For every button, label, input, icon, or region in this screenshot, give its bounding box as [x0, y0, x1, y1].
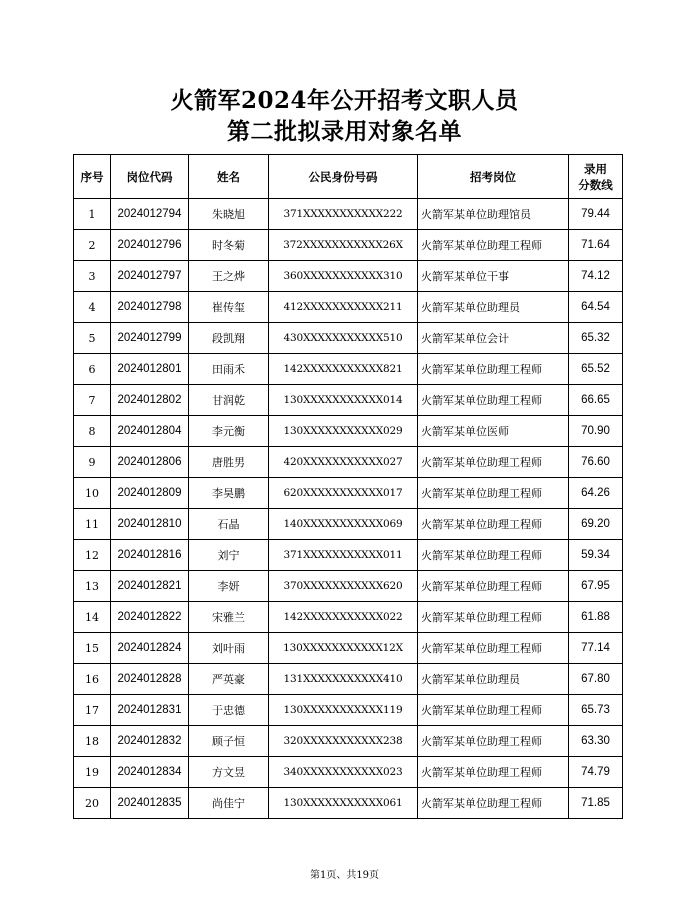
table-row: [74, 230, 623, 261]
header-score-line-2: 分数线: [578, 177, 613, 192]
cell-post: 火箭军某单位助理工程师: [418, 726, 569, 757]
cell-score: 65.32: [569, 323, 623, 354]
cell-seq: 13: [74, 571, 111, 602]
cell-name: 方文昱: [189, 757, 269, 788]
cell-score: 63.30: [569, 726, 623, 757]
cell-code: 2024012802: [111, 385, 189, 416]
cell-seq: 12: [74, 540, 111, 571]
cell-post: 火箭军某单位助理工程师: [418, 633, 569, 664]
page-footer: 第1页、共19页: [309, 870, 380, 881]
cell-post: 火箭军某单位医师: [418, 416, 569, 447]
cell-name: 段凯翔: [189, 323, 269, 354]
table-row: [74, 385, 623, 416]
table-row: [74, 788, 623, 819]
cell-score: 64.26: [569, 478, 623, 509]
cell-id: 130XXXXXXXXXXX061: [269, 788, 418, 819]
cell-score: 65.52: [569, 354, 623, 385]
header-id: 公民身份号码: [269, 155, 418, 199]
cell-code: 2024012821: [111, 571, 189, 602]
cell-seq: 15: [74, 633, 111, 664]
cell-name: 宋雅兰: [189, 602, 269, 633]
cell-post: 火箭军某单位助理工程师: [418, 385, 569, 416]
cell-code: 2024012794: [111, 199, 189, 230]
table-row: [74, 509, 623, 540]
cell-score: 76.60: [569, 447, 623, 478]
cell-post: 火箭军某单位助理员: [418, 664, 569, 695]
cell-code: 2024012822: [111, 602, 189, 633]
cell-name: 时冬菊: [189, 230, 269, 261]
cell-post: 火箭军某单位助理工程师: [418, 509, 569, 540]
table-header: [74, 155, 623, 199]
cell-name: 唐胜男: [189, 447, 269, 478]
cell-seq: 20: [74, 788, 111, 819]
cell-id: 370XXXXXXXXXXX620: [269, 571, 418, 602]
cell-id: 320XXXXXXXXXXX238: [269, 726, 418, 757]
cell-code: 2024012834: [111, 757, 189, 788]
cell-score: 59.34: [569, 540, 623, 571]
cell-id: 420XXXXXXXXXXX027: [269, 447, 418, 478]
cell-code: 2024012798: [111, 292, 189, 323]
cell-name: 尚佳宁: [189, 788, 269, 819]
cell-post: 火箭军某单位助理员: [418, 292, 569, 323]
cell-code: 2024012801: [111, 354, 189, 385]
cell-name: 刘叶雨: [189, 633, 269, 664]
table-row: [74, 726, 623, 757]
cell-id: 620XXXXXXXXXXX017: [269, 478, 418, 509]
cell-id: 360XXXXXXXXXXX310: [269, 261, 418, 292]
cell-seq: 8: [74, 416, 111, 447]
cell-id: 371XXXXXXXXXXX222: [269, 199, 418, 230]
cell-seq: 1: [74, 199, 111, 230]
cell-name: 严英豪: [189, 664, 269, 695]
table-row: [74, 447, 623, 478]
candidate-table: [73, 154, 623, 819]
cell-post: 火箭军某单位助理工程师: [418, 478, 569, 509]
cell-score: 74.12: [569, 261, 623, 292]
cell-name: 朱晓旭: [189, 199, 269, 230]
cell-id: 140XXXXXXXXXXX069: [269, 509, 418, 540]
cell-post: 火箭军某单位助理工程师: [418, 757, 569, 788]
cell-name: 甘润乾: [189, 385, 269, 416]
cell-code: 2024012835: [111, 788, 189, 819]
cell-id: 131XXXXXXXXXXX410: [269, 664, 418, 695]
cell-seq: 18: [74, 726, 111, 757]
cell-seq: 10: [74, 478, 111, 509]
cell-post: 火箭军某单位助理工程师: [418, 695, 569, 726]
document-title-line-1: 火箭军2024年公开招考文职人员: [170, 87, 519, 114]
cell-id: 142XXXXXXXXXXX022: [269, 602, 418, 633]
cell-seq: 6: [74, 354, 111, 385]
table-row: [74, 633, 623, 664]
cell-id: 430XXXXXXXXXXX510: [269, 323, 418, 354]
document-title-line-2: 第二批拟录用对象名单: [227, 118, 462, 145]
header-name: 姓名: [189, 155, 269, 199]
table-row: [74, 540, 623, 571]
cell-seq: 4: [74, 292, 111, 323]
cell-id: 130XXXXXXXXXXX12X: [269, 633, 418, 664]
cell-id: 371XXXXXXXXXXX011: [269, 540, 418, 571]
cell-id: 130XXXXXXXXXXX029: [269, 416, 418, 447]
cell-post: 火箭军某单位助理工程师: [418, 354, 569, 385]
cell-score: 71.64: [569, 230, 623, 261]
cell-seq: 16: [74, 664, 111, 695]
table-row: [74, 323, 623, 354]
cell-id: 372XXXXXXXXXXX26X: [269, 230, 418, 261]
cell-name: 李昊鹏: [189, 478, 269, 509]
cell-code: 2024012828: [111, 664, 189, 695]
table-row: [74, 416, 623, 447]
cell-code: 2024012809: [111, 478, 189, 509]
table-row: [74, 664, 623, 695]
cell-name: 李妍: [189, 571, 269, 602]
cell-code: 2024012796: [111, 230, 189, 261]
table-row: [74, 199, 623, 230]
cell-seq: 3: [74, 261, 111, 292]
cell-post: 火箭军某单位助理工程师: [418, 571, 569, 602]
cell-seq: 17: [74, 695, 111, 726]
header-code: 岗位代码: [111, 155, 189, 199]
cell-score: 77.14: [569, 633, 623, 664]
cell-name: 王之烨: [189, 261, 269, 292]
cell-score: 67.80: [569, 664, 623, 695]
header-row: [74, 155, 623, 199]
table-row: [74, 354, 623, 385]
cell-id: 412XXXXXXXXXXX211: [269, 292, 418, 323]
cell-seq: 5: [74, 323, 111, 354]
header-post: 招考岗位: [418, 155, 569, 199]
cell-id: 340XXXXXXXXXXX023: [269, 757, 418, 788]
cell-post: 火箭军某单位助理工程师: [418, 540, 569, 571]
header-score-line-1: 录用: [584, 161, 607, 176]
cell-code: 2024012797: [111, 261, 189, 292]
cell-score: 65.73: [569, 695, 623, 726]
cell-code: 2024012810: [111, 509, 189, 540]
cell-code: 2024012799: [111, 323, 189, 354]
table-row: [74, 571, 623, 602]
cell-score: 64.54: [569, 292, 623, 323]
cell-score: 79.44: [569, 199, 623, 230]
cell-score: 67.95: [569, 571, 623, 602]
cell-post: 火箭军某单位助理工程师: [418, 447, 569, 478]
table-body: [74, 199, 623, 819]
cell-seq: 9: [74, 447, 111, 478]
cell-score: 61.88: [569, 602, 623, 633]
cell-name: 刘宁: [189, 540, 269, 571]
cell-score: 71.85: [569, 788, 623, 819]
cell-code: 2024012824: [111, 633, 189, 664]
cell-name: 李元衡: [189, 416, 269, 447]
table-row: [74, 478, 623, 509]
cell-name: 顾子恒: [189, 726, 269, 757]
header-seq: 序号: [74, 155, 111, 199]
cell-name: 于忠德: [189, 695, 269, 726]
cell-seq: 11: [74, 509, 111, 540]
cell-name: 崔传玺: [189, 292, 269, 323]
cell-id: 130XXXXXXXXXXX119: [269, 695, 418, 726]
cell-score: 70.90: [569, 416, 623, 447]
cell-code: 2024012816: [111, 540, 189, 571]
cell-seq: 2: [74, 230, 111, 261]
cell-name: 田雨禾: [189, 354, 269, 385]
cell-id: 130XXXXXXXXXXX014: [269, 385, 418, 416]
cell-post: 火箭军某单位助理工程师: [418, 788, 569, 819]
cell-score: 66.65: [569, 385, 623, 416]
cell-code: 2024012804: [111, 416, 189, 447]
table-row: [74, 292, 623, 323]
cell-post: 火箭军某单位助理工程师: [418, 230, 569, 261]
cell-seq: 7: [74, 385, 111, 416]
cell-code: 2024012831: [111, 695, 189, 726]
cell-seq: 14: [74, 602, 111, 633]
cell-post: 火箭军某单位助理工程师: [418, 602, 569, 633]
table-row: [74, 695, 623, 726]
cell-code: 2024012806: [111, 447, 189, 478]
cell-id: 142XXXXXXXXXXX821: [269, 354, 418, 385]
table-row: [74, 757, 623, 788]
header-score: [569, 155, 623, 199]
cell-seq: 19: [74, 757, 111, 788]
cell-post: 火箭军某单位干事: [418, 261, 569, 292]
cell-code: 2024012832: [111, 726, 189, 757]
table-row: [74, 261, 623, 292]
cell-name: 石晶: [189, 509, 269, 540]
cell-score: 74.79: [569, 757, 623, 788]
cell-score: 69.20: [569, 509, 623, 540]
table-row: [74, 602, 623, 633]
cell-post: 火箭军某单位会计: [418, 323, 569, 354]
cell-post: 火箭军某单位助理馆员: [418, 199, 569, 230]
